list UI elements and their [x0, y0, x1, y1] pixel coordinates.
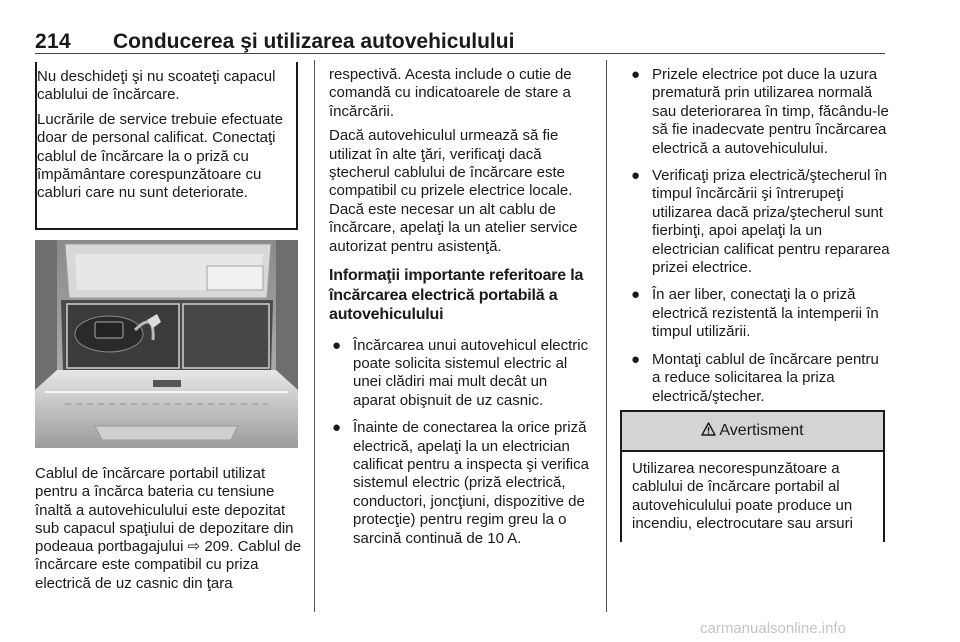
- page-header: [35, 30, 885, 52]
- chapter-title: Conducerea şi utilizarea autovehiculului: [113, 30, 515, 53]
- list-item: [628, 167, 890, 277]
- header-rule: [35, 53, 885, 54]
- bullet-icon: ●: [332, 336, 342, 354]
- trunk-storage-photo: [35, 240, 298, 448]
- list-item-text: În aer liber, conectaţi la o priză electrică rezistentă la intemperii în timpul utilizării.: [652, 286, 879, 341]
- watermark: carmanualsonline.info: [700, 620, 846, 637]
- warning-triangle-icon: [701, 422, 716, 441]
- paragraph: respectivă. Acesta include o cutie de comandă cu indicatoarele de stare a încărcării.: [329, 66, 572, 120]
- list-item: [628, 66, 890, 158]
- image-caption: Cablul de încărcare portabil utilizat pentru a încărca bateria cu tensiune înaltă a autovehiculului este depozitat sub capacul spaţiului de depozitare din podeaua portbagajului ⇨ 209. Cablul de încărcare este compatibil cu priza electrică de uz casnic din ţara: [35, 465, 302, 592]
- list-item-text: Încărcarea unui autovehicul electric poate solicita sistemul electric al unei clădiri mai mult decât un aparat obişnuit de uz casnic.: [353, 336, 589, 409]
- notice-paragraph: Lucrările de service trebuie efectuate doar de personal calificat. Conectaţi cablul de încărcare la o priză cu împământare corespunzătoare cu cabluri care nu sunt deteriorate.: [37, 110, 283, 202]
- bullet-icon: ●: [631, 66, 641, 83]
- list-item-text: Înainte de conectarea la orice priză electrică, apelaţi la un electrician calificat pentru a inspecta şi verifica sistemul electric (priză electrică, conductori, joncţiuni, dispozitive de protecţie) pentru regim greu la o sarcină continuă de 10 A.: [353, 419, 589, 547]
- column-2: [329, 66, 591, 557]
- warning-box: [620, 410, 885, 542]
- warning-title: Avertisment: [719, 422, 804, 439]
- list-item: [329, 337, 591, 411]
- list-item: [329, 419, 591, 548]
- list-item: [628, 351, 890, 406]
- page-number: 214: [35, 30, 71, 53]
- notice-paragraph: Nu deschideţi şi nu scoateţi capacul cablului de încărcare.: [37, 68, 276, 104]
- list-item-text: Verificaţi priza electrică/ştecherul în timpul încărcării şi întrerupeţi utilizarea dacă priza/ştecherul sunt fierbinţi, apoi apelaţi la un electrician calificat pentru repararea prizei electrice.: [652, 167, 890, 277]
- warning-text: Utilizarea necorespunzătoare a cablului de încărcare portabil al autovehiculului poate produce un incendiu, electrocutare sau arsuri: [632, 460, 853, 533]
- list-item: [628, 286, 890, 341]
- bullet-icon: ●: [631, 286, 641, 304]
- column-divider-2: [606, 60, 607, 612]
- column-divider-1: [314, 60, 315, 612]
- list-item-text: Prizele electrice pot duce la uzura prematură prin utilizarea normală sau deteriorarea în timp, făcându-le să fie inadecvate pentru încărcarea electrică a autovehiculului.: [652, 66, 889, 157]
- bullet-list: [329, 337, 591, 548]
- bullet-list: [628, 66, 890, 406]
- bullet-icon: ●: [332, 419, 342, 437]
- warning-header: [622, 412, 883, 452]
- bullet-icon: ●: [631, 350, 641, 368]
- paragraph: Dacă autovehiculul urmează să fie utilizat în alte ţări, verificaţi dacă ştecherul cablului de încărcare este compatibil cu prizele electrice locale. Dacă este necesar un alt cablu de încărcare, apelaţi la un atelier service autorizat pentru asistenţă.: [329, 127, 578, 255]
- section-title: Informaţii importante referitoare la încărcarea electrică portabilă a autovehiculului: [329, 267, 584, 324]
- list-item-text: Montaţi cablul de încărcare pentru a reduce solicitarea la priza electrică/ştecher.: [652, 350, 879, 405]
- notice-box: [35, 62, 298, 230]
- bullet-icon: ●: [631, 167, 641, 185]
- column-3: [628, 66, 890, 415]
